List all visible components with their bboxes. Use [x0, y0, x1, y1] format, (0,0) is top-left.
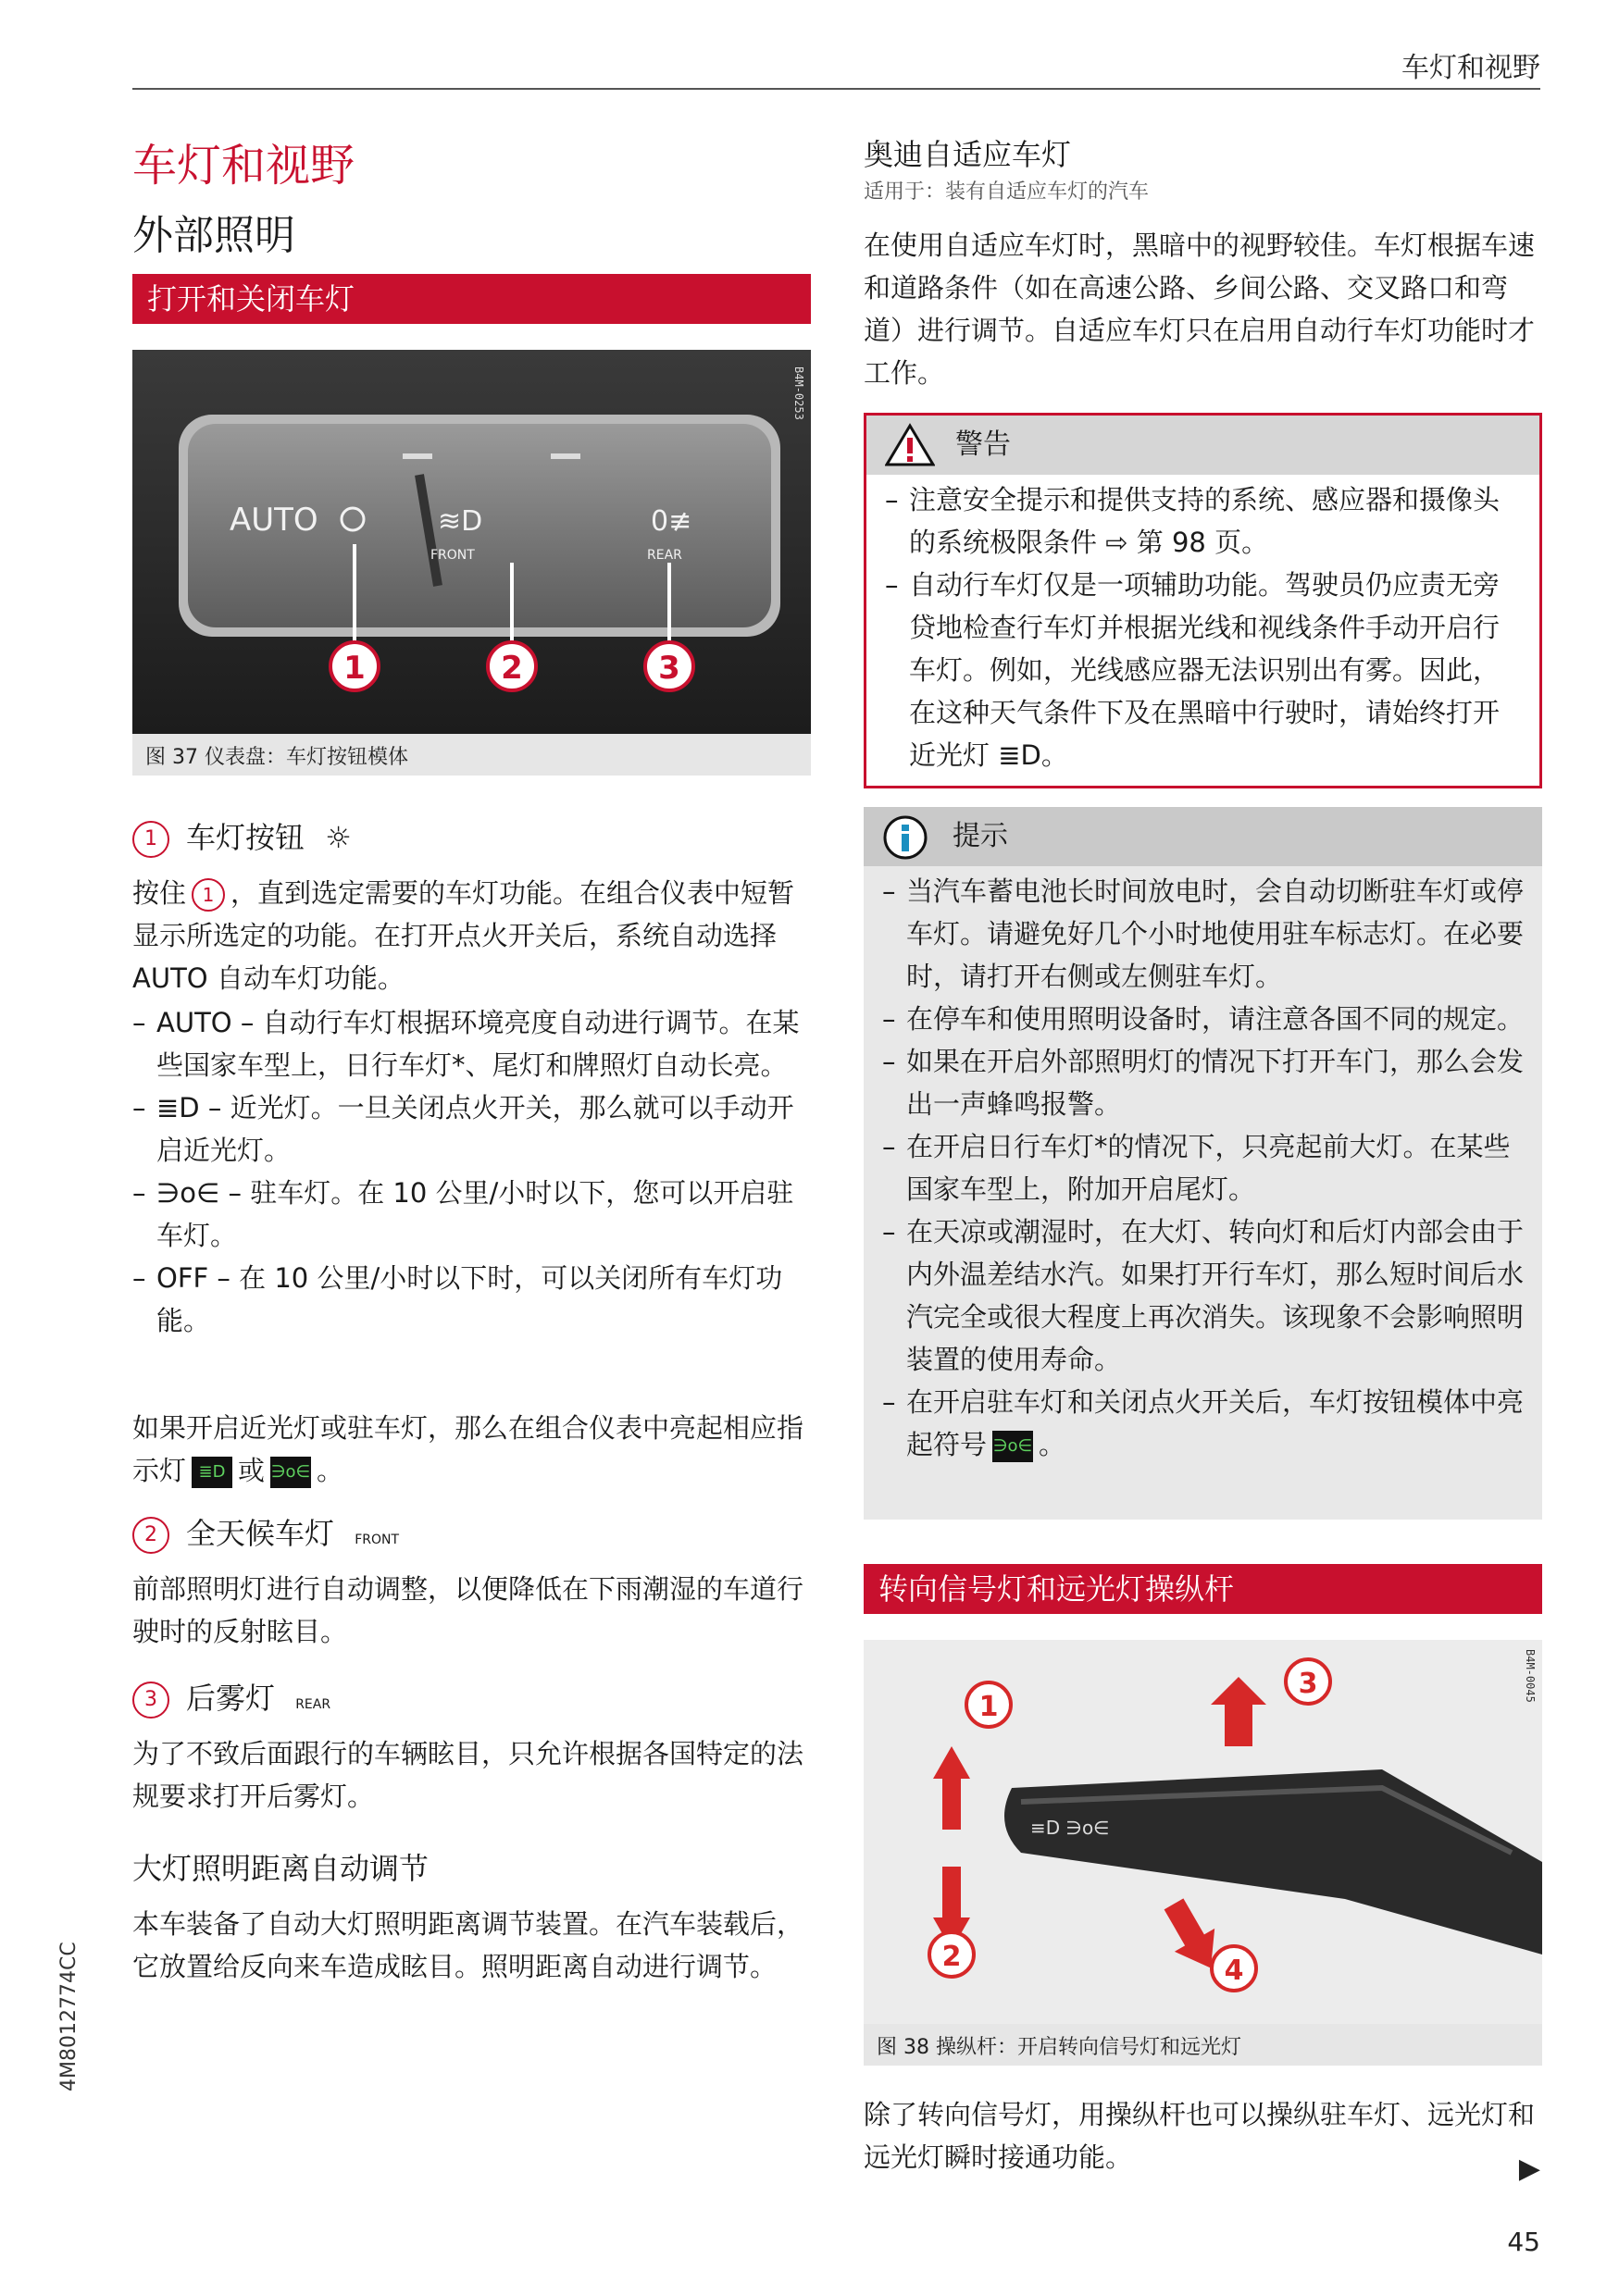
parking-light-indicator-icon: ∋o∈: [992, 1431, 1033, 1462]
item2-body: 前部照明灯进行自动调整，以便降低在下雨潮湿的车道行驶时的反射眩目。: [132, 1573, 804, 1647]
warning-list: [866, 475, 1539, 776]
section-bar-stalk: 转向信号灯和远光灯操纵杆: [864, 1564, 1542, 1614]
fog-rear-icon: REAR: [295, 1697, 331, 1712]
item1-number: 1: [132, 821, 169, 858]
closing-text: 除了转向信号灯，用操纵杆也可以操纵驻车灯、远光灯和远光灯瞬时接通功能。: [864, 2099, 1536, 2173]
figure-38-caption: 图 38 操纵杆：开启转向信号灯和远光灯: [877, 2036, 1241, 2059]
item2-number: 2: [132, 1517, 169, 1554]
range-body: 本车装备了自动大灯照明距离调节装置。在汽车装载后，它放置给反向来车造成眩目。照明距离自动进行调节。: [132, 1908, 804, 1982]
warning-title: 警告: [955, 428, 1011, 461]
list-item: – 当汽车蓄电池长时间放电时，会自动切断驻车灯或停车灯。请避免好几个小时地使用驻车标志灯。在必要时，请打开右侧或左侧驻车灯。: [882, 870, 1524, 998]
list-item: – 注意安全提示和提供支持的系统、感应器和摄像头的系统极限条件 ⇨ 第 98 页。: [885, 478, 1521, 564]
warning-icon: [885, 423, 935, 467]
note-box: [864, 807, 1542, 1520]
figure-code: B4M-0045: [1524, 1649, 1537, 1703]
list-item: – 在开启驻车灯和关闭点火开关后，车灯按钮模体中亮起符号 ∋o∈ 。: [882, 1381, 1524, 1466]
info-icon: [882, 814, 928, 861]
figure-37-caption: 图 37 仪表盘：车灯按钮模体: [145, 746, 408, 769]
list-item: – OFF – 在 10 公里/小时以下时，可以关闭所有车灯功能。: [132, 1257, 811, 1342]
stalk-illustration: [864, 1640, 1542, 2024]
chapter-header: 车灯和视野: [1401, 52, 1540, 84]
sub-heading-range: 大灯照明距离自动调节: [132, 1851, 430, 1886]
header-rule: [132, 88, 1540, 90]
item3-title: 后雾灯: [186, 1681, 276, 1716]
note-header: [864, 807, 1542, 866]
rear-label: REAR: [647, 548, 682, 563]
light-icon: ☼: [325, 820, 352, 855]
item3-heading: [132, 1675, 330, 1719]
list-item: – ∋o∈ – 驻车灯。在 10 公里/小时以下，您可以开启驻车灯。: [132, 1172, 811, 1257]
parking-light-indicator-icon: ∋o∈: [270, 1457, 311, 1488]
adaptive-body: 在使用自适应车灯时，黑暗中的视野较佳。车灯根据车速和道路条件（如在高速公路、乡间公路、交叉路口和弯道）进行调节。自适应车灯只在启用自动行车灯功能时才工作。: [864, 230, 1536, 389]
fog-rear-icon: 0≢: [651, 505, 692, 538]
callout-3: 3: [658, 650, 680, 687]
inline-number: 1: [192, 878, 225, 912]
light-switch-illustration: [132, 350, 811, 734]
indicator-text: 如果开启近光灯或驻车灯，那么在组合仪表中亮起相应指示灯 ≣D 或 ∋o∈ 。: [132, 1412, 804, 1486]
list-item: – 在停车和使用照明设备时，请注意各国不同的规定。: [882, 998, 1524, 1040]
section-title: 外部照明: [132, 212, 295, 259]
page-title: 车灯和视野: [132, 140, 355, 192]
fog-front-icon: FRONT: [355, 1533, 400, 1547]
item1-heading: [132, 814, 352, 858]
fog-front-icon: ≋D: [438, 505, 483, 538]
item3-body: 为了不致后面跟行的车辆眩目，只允许根据各国特定的法规要求打开后雾灯。: [132, 1738, 804, 1812]
item1-body: 按住 1 ，直到选定需要的车灯功能。在组合仪表中短暂显示所选定的功能。在打开点火开关后，系统自动选择 AUTO 自动车灯功能。: [132, 877, 795, 994]
adaptive-title: 奥迪自适应车灯: [864, 137, 1072, 172]
callout-3: 3: [1298, 1668, 1318, 1700]
front-label: FRONT: [430, 548, 475, 563]
list-item: – AUTO – 自动行车灯根据环境亮度自动进行调节。在某些国家车型上，日行车灯*、尾灯和牌照灯自动长亮。: [132, 1001, 811, 1086]
next-page-arrow-icon: ▶: [1518, 2153, 1540, 2185]
auto-label: AUTO: [230, 502, 318, 539]
callout-2: 2: [941, 1941, 962, 1973]
note-list: [864, 866, 1542, 1466]
figure-code: B4M-0253: [792, 366, 805, 420]
warning-box: [864, 413, 1542, 788]
mode-list: [132, 1001, 811, 1342]
note-title: 提示: [953, 820, 1008, 852]
list-item: – 自动行车灯仅是一项辅助功能。驾驶员仍应责无旁贷地检查行车灯并根据光线和视线条件手动开启行车灯。例如，光线感应器无法识别出有雾。因此，在这种天气条件下及在黑暗中行驶时，请始终打开近光灯 ≣D。: [885, 564, 1521, 776]
warning-header: [866, 416, 1539, 475]
low-beam-indicator-icon: ≣D: [192, 1457, 232, 1488]
callout-1: 1: [978, 1691, 999, 1723]
page-number: 45: [1507, 2227, 1540, 2257]
item2-heading: [132, 1510, 399, 1554]
item2-title: 全天候车灯: [186, 1516, 335, 1551]
item3-number: 3: [132, 1682, 169, 1719]
item1-title: 车灯按钮: [186, 820, 305, 855]
stalk-symbols: ≡D ∋o∈: [1030, 1817, 1110, 1839]
list-item: – 在天凉或潮湿时，在大灯、转向灯和后灯内部会由于内外温差结水汽。如果打开行车灯，那么短时间后水汽完全或很大程度上再次消失。该现象不会影响照明装置的使用寿命。: [882, 1210, 1524, 1381]
section-bar-lights: 打开和关闭车灯: [132, 274, 811, 324]
applies-to: 适用于：装有自适应车灯的汽车: [864, 180, 1150, 204]
callout-1: 1: [343, 650, 366, 687]
list-item: – ≣D – 近光灯。一旦关闭点火开关，那么就可以手动开启近光灯。: [132, 1086, 811, 1172]
document-code: 4M8012774CC: [57, 1942, 81, 2091]
list-item: – 在开启日行车灯*的情况下，只亮起前大灯。在某些国家车型上，附加开启尾灯。: [882, 1125, 1524, 1210]
list-item: – 如果在开启外部照明灯的情况下打开车门，那么会发出一声蜂鸣报警。: [882, 1040, 1524, 1125]
figure-37: [132, 350, 811, 776]
figure-38: [864, 1640, 1542, 2066]
callout-4: 4: [1224, 1955, 1244, 1987]
callout-2: 2: [501, 650, 523, 687]
